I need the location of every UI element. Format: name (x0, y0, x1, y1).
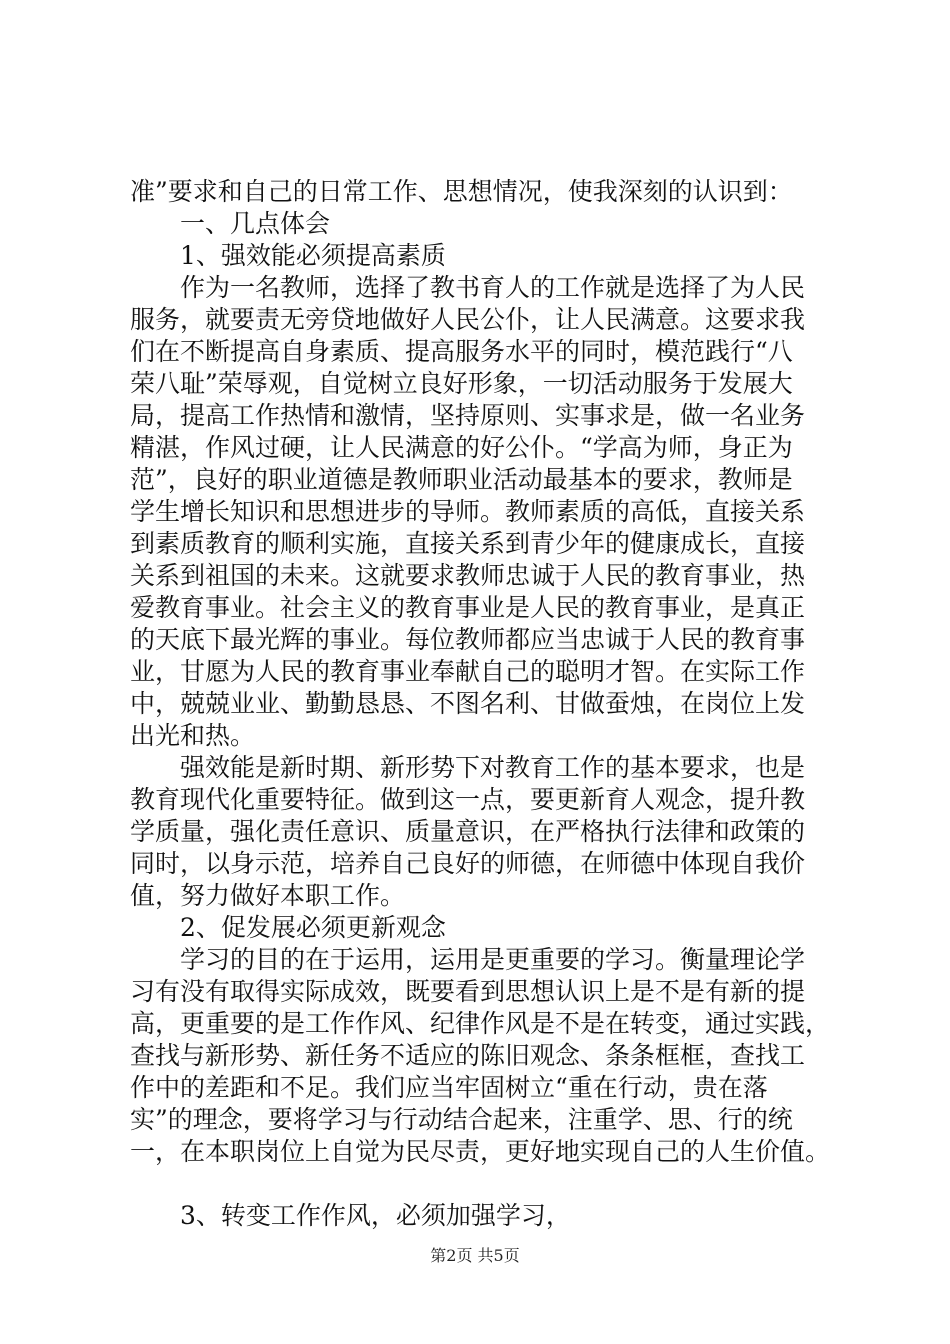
text-line: 荣八耻”荣辱观，自觉树立良好形象，一切活动服务于发展大 (130, 369, 793, 398)
text-line: 学习的目的在于运用，运用是更重要的学习。衡量理论学 (180, 945, 806, 974)
text-line: 作为一名教师，选择了教书育人的工作就是选择了为人民 (180, 273, 806, 302)
text-line: 教育现代化重要特征。做到这一点，要更新育人观念，提升教 (130, 785, 806, 814)
text-line: 的天底下最光辉的事业。每位教师都应当忠诚于人民的教育事 (130, 625, 806, 654)
text-line: 查找与新形势、新任务不适应的陈旧观念、条条框框，查找工 (130, 1041, 806, 1070)
text-line: 爱教育事业。社会主义的教育事业是人民的教育事业，是真正 (130, 593, 806, 622)
text-line: 业，甘愿为人民的教育事业奉献自己的聪明才智。在实际工作 (130, 657, 806, 686)
text-line: 强效能是新时期、新形势下对教育工作的基本要求，也是 (180, 753, 806, 782)
text-line: 3、转变工作作风，必须加强学习， (180, 1201, 571, 1230)
text-line: 关系到祖国的未来。这就要求教师忠诚于人民的教育事业，热 (130, 561, 806, 590)
text-line: 出光和热。 (130, 721, 256, 750)
text-line: 高，更重要的是工作作风、纪律作风是不是在转变，通过实践， (130, 1009, 831, 1038)
text-line: 2、促发展必须更新观念 (180, 913, 446, 942)
text-line: 一，在本职岗位上自觉为民尽责，更好地实现自己的人生价值。 (130, 1137, 831, 1166)
page-footer: 第2页 共5页 (430, 1246, 520, 1265)
text-line: 们在不断提高自身素质、提高服务水平的同时，模范践行“八 (130, 337, 793, 366)
text-line: 精湛，作风过硬，让人民满意的好公仆。“学高为师，身正为 (130, 433, 793, 462)
text-line: 作中的差距和不足。我们应当牢固树立“重在行动，贵在落 (130, 1073, 768, 1102)
text-line: 准”要求和自己的日常工作、思想情况，使我深刻的认识到： (130, 177, 793, 206)
text-line: 学质量，强化责任意识、质量意识，在严格执行法律和政策的 (130, 817, 806, 846)
text-line: 中，兢兢业业、勤勤恳恳、不图名利、甘做蚕烛，在岗位上发 (130, 689, 806, 718)
text-line: 1、强效能必须提高素质 (180, 241, 446, 270)
document-body (130, 176, 832, 1232)
text-line: 局，提高工作热情和激情，坚持原则、实事求是，做一名业务 (130, 401, 806, 430)
text-line: 值，努力做好本职工作。 (130, 881, 406, 910)
text-line: 学生增长知识和思想进步的导师。教师素质的高低，直接关系 (130, 497, 806, 526)
text-line: 一、几点体会 (180, 209, 331, 238)
text-line (130, 1168, 832, 1200)
text-line: 同时，以身示范，培养自己良好的师德，在师德中体现自我价 (130, 849, 806, 878)
text-line: 实”的理念，要将学习与行动结合起来，注重学、思、行的统 (130, 1105, 793, 1134)
text-line: 服务，就要责无旁贷地做好人民公仆，让人民满意。这要求我 (130, 305, 806, 334)
text-line: 到素质教育的顺利实施，直接关系到青少年的健康成长，直接 (130, 529, 806, 558)
text-line: 习有没有取得实际成效，既要看到思想认识上是不是有新的提 (130, 977, 806, 1006)
text-line: 范”，良好的职业道德是教师职业活动最基本的要求，教师是 (130, 465, 793, 494)
